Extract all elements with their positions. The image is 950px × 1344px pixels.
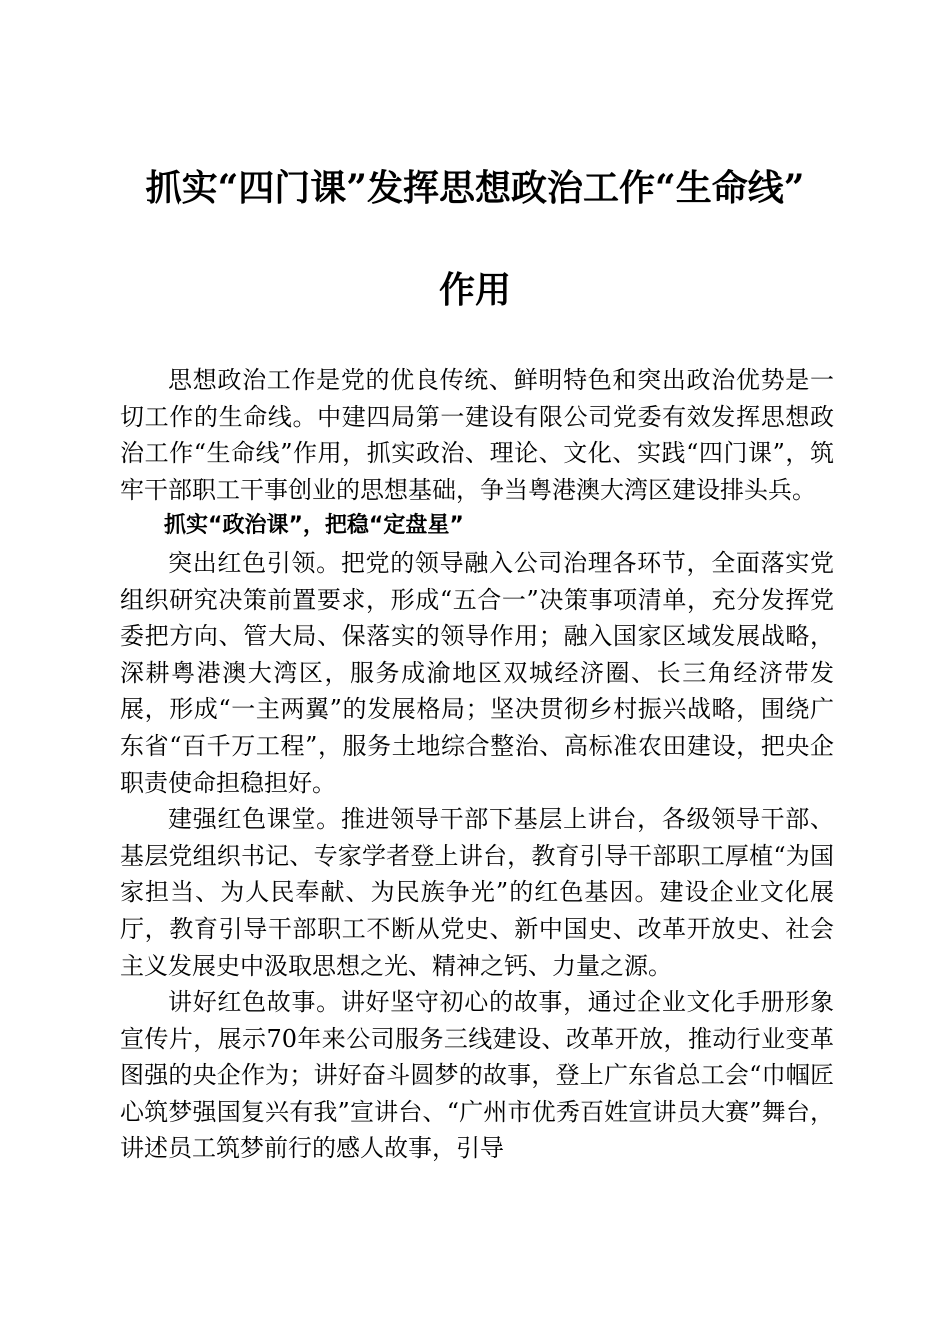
section-heading: 抓实“政治课”，把稳“定盘星” <box>164 513 464 539</box>
intro-paragraph: 思想政治工作是党的优良传统、鲜明特色和突出政治优势是一切工作的生命线。中建四局第一建设有限公司党委有效发挥思想政治工作“生命线”作用，抓实政治、理论、文化、实践“四门课”，筑牢干部职工干事创业的思想基础，争当粤港澳大湾区建设排头兵。 <box>120 366 834 504</box>
document-title-line-2: 作用 <box>438 269 511 311</box>
body-paragraph: 讲好红色故事。讲好坚守初心的故事，通过企业文化手册形象宣传片，展示70年来公司服务三线建设、改革开放，推动行业变革图强的央企作为；讲好奋斗圆梦的故事，登上广东省总工会“巾帼匠心筑梦强国复兴有我”宣讲台、“广州市优秀百姓宣讲员大赛”舞台，讲述员工筑梦前行的感人故事，引导 <box>120 988 834 1163</box>
body-paragraph: 建强红色课堂。推进领导干部下基层上讲台，各级领导干部、基层党组织书记、专家学者登上讲台，教育引导干部职工厚植“为国家担当、为人民奉献、为民族争光”的红色基因。建设企业文化展厅，教育引导干部职工不断从党史、新中国史、改革开放史、社会主义发展史中汲取思想之光、精神之钙、力量之源。 <box>120 805 834 980</box>
document-body <box>120 362 834 1167</box>
body-paragraph: 突出红色引领。把党的领导融入公司治理各环节，全面落实党组织研究决策前置要求，形成“五合一”决策事项清单，充分发挥党委把方向、管大局、保落实的领导作用；融入国家区域发展战略，深耕粤港澳大湾区，服务成渝地区双城经济圈、长三角经济带发展，形成“一主两翼”的发展格局；坚决贯彻乡村振兴战略，围绕广东省“百千万工程”，服务土地综合整治、高标准农田建设，把央企职责使命担稳担好。 <box>120 548 834 797</box>
document-title-line-1: 抓实“四门课”发挥思想政治工作“生命线” <box>145 167 805 209</box>
